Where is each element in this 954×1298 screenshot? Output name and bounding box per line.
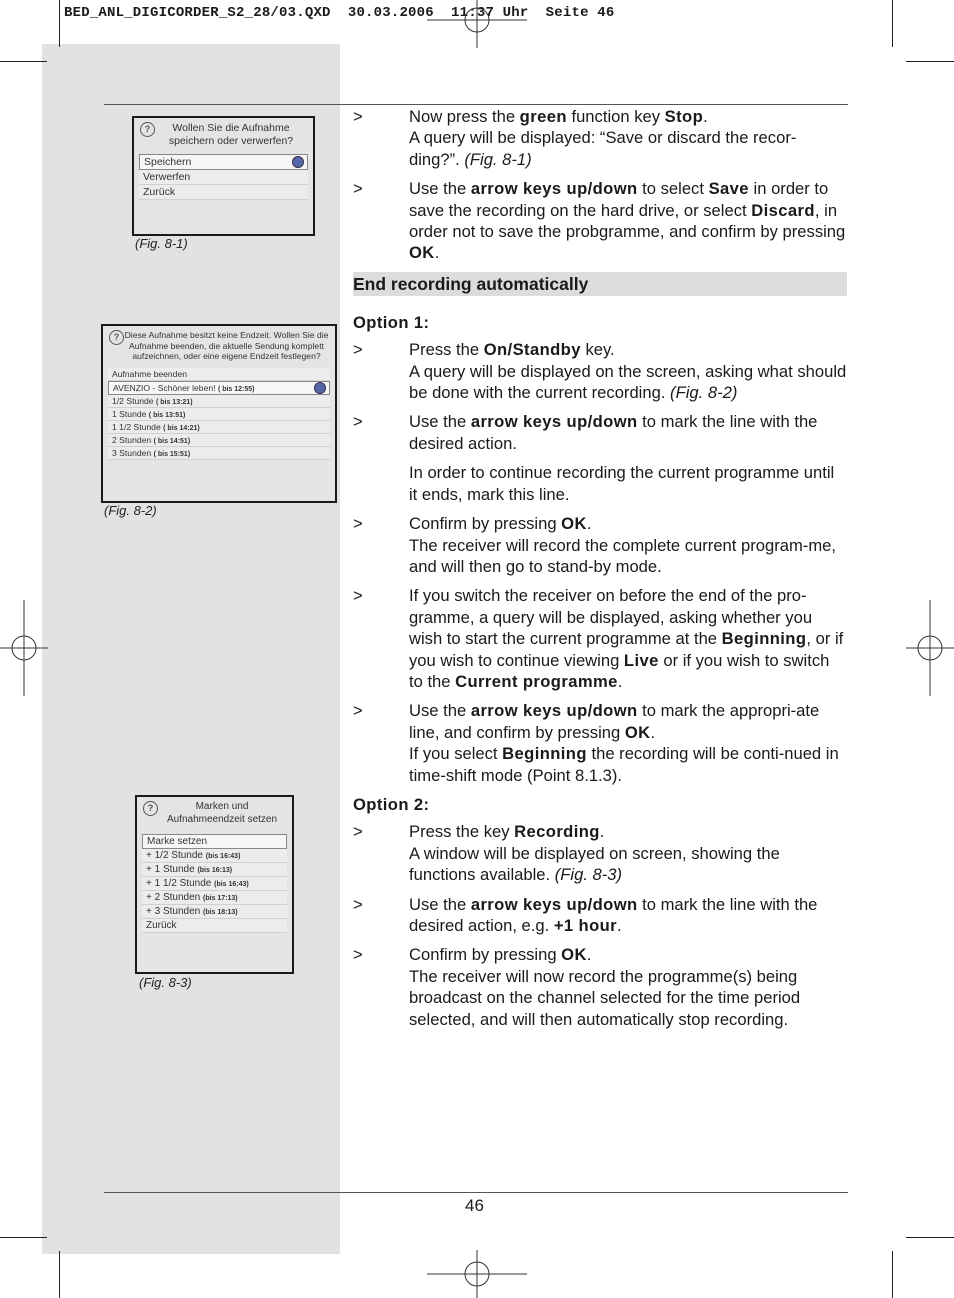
text-run: Use the xyxy=(409,179,471,199)
dialog-option xyxy=(142,863,287,877)
dialog-option-time: (bis 16:13) xyxy=(197,867,233,874)
text-run: key. xyxy=(580,340,615,360)
text-run: . xyxy=(650,722,656,742)
paragraph xyxy=(409,894,847,937)
print-slug: BED_ANL_DIGICORDER_S2_28/03.QXD 30.03.2006 11:37 Uhr Seite 46 xyxy=(64,5,615,21)
text-run: in order to save the recording on the hard drive, or select xyxy=(409,179,829,220)
key-label: OK xyxy=(409,243,435,263)
figure-marker-endtime-dialog xyxy=(135,795,294,974)
section-heading: End recording automatically xyxy=(353,272,847,296)
dialog-option xyxy=(142,891,287,905)
text-run: or if you wish to switch to the xyxy=(409,650,830,691)
crop-mark xyxy=(59,1251,60,1298)
figure-reference: (Fig. 8-2) xyxy=(670,383,738,403)
list-item xyxy=(353,339,847,403)
dialog-option xyxy=(108,395,330,408)
text-run: . xyxy=(617,916,622,935)
dialog-option-label: AVENZIO - Schöner leben! xyxy=(113,383,216,394)
list-marker: > xyxy=(353,586,363,606)
list-marker: > xyxy=(353,107,363,126)
dialog-option xyxy=(142,849,287,863)
dialog-option xyxy=(108,408,330,421)
paragraph xyxy=(409,944,847,1030)
key-label: arrow keys up/down xyxy=(470,701,638,721)
page-number: 46 xyxy=(465,1196,484,1215)
dialog-option-label: 1 1/2 Stunde xyxy=(112,422,161,433)
key-label: +1 hour xyxy=(553,916,618,935)
dialog-option-label: Aufnahme beenden xyxy=(112,369,188,380)
dialog-option-time: (bis 16:43) xyxy=(205,853,241,860)
dialog-option-label: Zurück xyxy=(143,186,176,199)
dialog-question: Diese Aufnahme besitzt keine Endzeit. Wollen Sie die Aufnahme beenden, die aktuelle Sendung komplett aufzeichnen, oder eine eigene Endzeit festlegen? xyxy=(124,330,329,362)
bottom-rule xyxy=(104,1192,848,1193)
dialog-question: Marken und Aufnahmeendzeit setzen xyxy=(166,801,278,825)
text-run: If you switch the receiver on before the end of the pro-gramme, a query will be displayed, asking whether you wish to start the current programme at the xyxy=(409,586,813,649)
text-run: A window will be displayed on screen, showing the functions available. xyxy=(409,843,780,885)
key-label: arrow keys up/down xyxy=(470,179,638,199)
dialog-option-label: Speichern xyxy=(144,156,192,169)
key-label: Beginning xyxy=(502,744,587,764)
dialog-option xyxy=(108,368,330,381)
dialog-option xyxy=(142,877,287,891)
text-run: Use the xyxy=(409,701,471,721)
dialog-option-time: ( bis 13:51) xyxy=(148,412,186,420)
dialog-option xyxy=(108,447,330,460)
top-rule xyxy=(104,104,848,105)
list-item xyxy=(353,585,847,692)
text-run: Now press the xyxy=(409,107,520,126)
text-run: The receiver will record the complete current program-me, and will then go to stand-by mode. xyxy=(409,535,836,576)
list-marker: > xyxy=(353,514,363,534)
list-marker: > xyxy=(353,412,363,432)
key-label: arrow keys up/down xyxy=(470,412,638,432)
text-run: . xyxy=(703,107,708,126)
list-item xyxy=(353,513,847,577)
key-label: Current programme xyxy=(455,671,618,691)
paragraph xyxy=(409,411,847,454)
dialog-option xyxy=(139,185,308,200)
key-label: OK xyxy=(561,945,587,965)
list-item xyxy=(353,178,847,264)
text-run: to mark the line with the desired action, e.g. xyxy=(409,894,818,935)
dialog-option-time: ( bis 14:21) xyxy=(163,425,200,433)
text-run: . xyxy=(599,822,605,842)
key-label: Live xyxy=(623,650,659,670)
key-label: Stop xyxy=(664,107,704,126)
registration-mark-bottom xyxy=(427,1250,527,1298)
dialog-option-label: + 1 1/2 Stunde xyxy=(146,878,212,889)
dialog-option-label: 1/2 Stunde xyxy=(112,396,154,407)
list-marker: > xyxy=(353,945,363,965)
text-run: A query will be displayed on the screen, asking what should be done with the current recording. xyxy=(409,361,847,403)
crop-mark xyxy=(892,0,893,47)
dialog-option-label: + 2 Stunden xyxy=(146,892,201,903)
key-label: OK xyxy=(561,514,587,534)
text-run: to mark the line with the desired action. xyxy=(409,412,818,453)
text-run: the recording will be conti-nued in time-shift mode (Point 8.1.3). xyxy=(409,744,839,785)
dialog-option-time: ( bis 15:51) xyxy=(153,451,191,459)
text-run: to select xyxy=(637,179,709,199)
list-marker: > xyxy=(353,822,363,842)
text-run: Confirm by pressing xyxy=(409,945,562,965)
paragraph xyxy=(409,821,847,885)
registration-mark-left xyxy=(0,600,48,696)
dialog-option-label: 1 Stunde xyxy=(112,409,147,420)
paragraph: In order to continue recording the current programme until it ends, mark this line. xyxy=(409,463,835,504)
main-text xyxy=(353,106,847,1038)
list-item xyxy=(353,411,847,505)
list-item xyxy=(353,944,847,1030)
figure-save-discard-dialog xyxy=(132,116,315,236)
text-run: Use the xyxy=(409,894,471,914)
figure-caption: (Fig. 8-3) xyxy=(139,975,192,990)
text-run: Use the xyxy=(409,412,471,432)
text-run: If you select xyxy=(409,744,503,764)
text-run: Press the xyxy=(409,340,484,360)
dialog-option xyxy=(142,834,287,849)
ok-icon xyxy=(314,382,326,394)
dialog-option-time: ( bis 12:55) xyxy=(217,386,255,394)
figure-caption: (Fig. 8-2) xyxy=(104,503,157,518)
key-label: Beginning xyxy=(721,629,807,649)
ok-icon xyxy=(292,156,304,168)
dialog-option xyxy=(139,170,308,185)
figure-caption: (Fig. 8-1) xyxy=(135,236,188,251)
question-icon: ? xyxy=(140,122,155,137)
list-marker: > xyxy=(353,179,363,199)
key-label: On/Standby xyxy=(483,340,581,360)
list-item xyxy=(353,700,847,786)
dialog-option-label: Zurück xyxy=(146,920,177,931)
crop-mark xyxy=(0,61,47,62)
figure-reference: (Fig. 8-3) xyxy=(554,865,623,885)
dialog-option xyxy=(108,381,330,395)
dialog-option-label: Verwerfen xyxy=(143,171,191,184)
crop-mark xyxy=(892,1251,893,1298)
text-run: . xyxy=(434,243,440,263)
question-icon: ? xyxy=(143,801,158,816)
paragraph xyxy=(409,700,847,786)
list-item xyxy=(353,821,847,885)
text-run: The receiver will now record the programme(s) being broadcast on the channel selected for the time period selected, and will then automatically stop recording. xyxy=(409,966,801,1029)
crop-mark xyxy=(59,0,60,47)
dialog-question: Wollen Sie die Aufnahme speichern oder verwerfen? xyxy=(168,122,294,148)
dialog-option xyxy=(142,905,287,919)
dialog-option-label: 3 Stunden xyxy=(112,448,152,459)
crop-mark xyxy=(906,1237,954,1238)
registration-mark-top xyxy=(427,0,527,48)
dialog-option-time: (bis 17:13) xyxy=(203,895,238,902)
option-heading: Option 1: xyxy=(353,312,430,332)
key-label: OK xyxy=(624,722,651,742)
dialog-option-time: ( bis 14:51) xyxy=(153,438,191,446)
text-run: , or if you wish to continue viewing xyxy=(409,629,844,670)
dialog-option-label: + 1 Stunde xyxy=(146,864,195,875)
registration-mark-right xyxy=(906,600,954,696)
list-item xyxy=(353,894,847,937)
paragraph xyxy=(409,106,847,170)
dialog-option-time: (bis 18:13) xyxy=(203,909,238,916)
list-marker: > xyxy=(353,340,363,360)
crop-mark xyxy=(906,61,954,62)
key-label: Discard xyxy=(751,200,815,220)
text-run: . xyxy=(586,945,592,965)
text-run: to mark the appropri-ate line, and confirm by pressing xyxy=(409,701,820,742)
paragraph xyxy=(409,513,847,577)
dialog-option xyxy=(139,154,308,170)
dialog-option xyxy=(108,434,330,447)
text-run: function key xyxy=(566,107,665,126)
dialog-option-label: 2 Stunden xyxy=(112,435,152,446)
figure-end-recording-dialog xyxy=(101,324,337,503)
text-run: , in order not to save the probgramme, and confirm by pressing xyxy=(409,200,846,242)
paragraph xyxy=(409,339,847,403)
dialog-option-label: + 3 Stunden xyxy=(146,906,201,917)
text-run: Press the key xyxy=(409,822,515,842)
option-heading: Option 2: xyxy=(353,794,430,814)
key-label: Recording xyxy=(514,822,600,842)
text-run: A query will be displayed: “Save or discard the recor-ding?”. xyxy=(409,128,797,169)
paragraph xyxy=(409,585,847,692)
paragraph xyxy=(409,178,847,264)
figure-reference: (Fig. 8-1) xyxy=(464,149,532,169)
text-run: . xyxy=(617,671,623,691)
list-marker: > xyxy=(353,701,363,721)
dialog-option xyxy=(108,421,330,434)
dialog-option-label: + 1/2 Stunde xyxy=(146,850,203,861)
key-label: green xyxy=(519,107,567,126)
dialog-option-label: Marke setzen xyxy=(147,836,208,847)
dialog-option-time: ( bis 13:21) xyxy=(155,399,193,407)
crop-mark xyxy=(0,1237,47,1238)
key-label: arrow keys up/down xyxy=(470,894,638,914)
key-label: Save xyxy=(708,179,749,199)
dialog-option-time: (bis 16:43) xyxy=(214,881,249,888)
list-marker: > xyxy=(353,894,363,914)
dialog-option xyxy=(142,919,287,933)
text-run: . xyxy=(586,514,592,534)
text-run: Confirm by pressing xyxy=(409,514,562,534)
list-item xyxy=(353,106,847,170)
question-icon: ? xyxy=(109,330,124,345)
